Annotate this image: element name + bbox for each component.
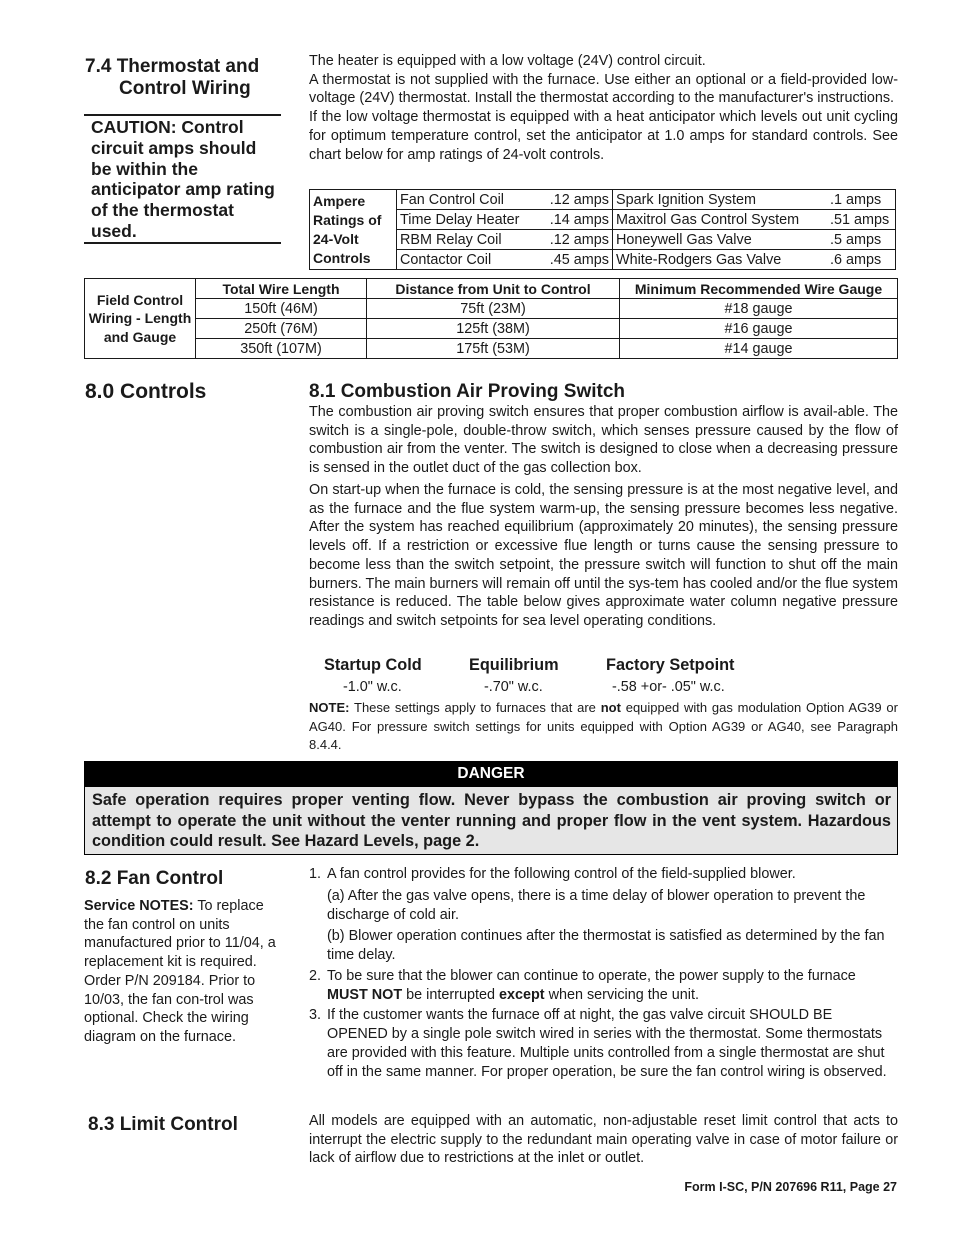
- section-8-2-heading: 8.2 Fan Control: [85, 868, 224, 889]
- table-cell: #14 gauge: [620, 339, 898, 359]
- table-row: [85, 299, 898, 319]
- danger-text: Safe operation requires proper venting flow. Never bypass the combustion air proving switch or attempt to operate the unit without the venter running and proper flow in the vent system. Hazardous condition could result. See Hazard Levels, page 2.: [84, 787, 898, 855]
- service-notes: Service NOTES: To replace the fan control on units manufactured prior to 11/04, a replacement kit is required. Order P/N 209184. Prior to 10/03, the fan con-trol was optional. Check the wiring diagram on the furnace.: [84, 898, 276, 1045]
- section-8-1-heading: 8.1 Combustion Air Proving Switch: [309, 381, 625, 402]
- list-item: To be sure that the blower can continue to operate, the power supply to the furnace MUST NOT be interrupted except when servicing the unit.: [327, 968, 856, 1003]
- table-cell: Fan Control Coil .12 amps: [397, 190, 613, 210]
- table-cell: #16 gauge: [620, 319, 898, 339]
- setpoint-value-equilibrium: -.70" w.c.: [484, 679, 543, 695]
- section-8-3-heading: 8.3 Limit Control: [88, 1114, 238, 1135]
- table-cell: #18 gauge: [620, 299, 898, 319]
- paragraph: On start-up when the furnace is cold, the sensing pressure is at the most negative level, and as the furnace and the flue system warm-up, the sensing pressure becomes less negative. After the system has reached equilibrium (approximately 20 minutes), the sensing pressure levels off. If a restriction or excessive flue length or turns cause the sensing pressure to become less than the switch setpoint, the pressure switch will function to shut off the main burners. The main burners will remain off until the sys-tem has cooled and/or the flue system resistance is reduced. The table below gives approximate water column negative pressure readings and switch setpoints for sea level operating conditions.: [309, 482, 898, 629]
- caution-text: CAUTION: Control circuit amps should be within the anticipator amp rating of the thermostat used.: [91, 117, 275, 241]
- column-header: Distance from Unit to Control: [367, 279, 620, 299]
- table-row: [85, 319, 898, 339]
- list-subitem: (a) After the gas valve opens, there is a time delay of blower operation to prevent the discharge of cold air.: [327, 888, 866, 923]
- amp-ratings-table: [309, 189, 896, 270]
- table-cell: 250ft (76M): [196, 319, 367, 339]
- table-row: [85, 279, 898, 299]
- table-cell: 150ft (46M): [196, 299, 367, 319]
- table-cell: Contactor Coil .45 amps: [397, 250, 613, 270]
- list-number: 2.: [309, 968, 322, 984]
- list-item: A fan control provides for the following control of the field-supplied blower.: [327, 866, 796, 882]
- paragraph: The heater is equipped with a low voltage (24V) control circuit.: [309, 53, 706, 69]
- section-7-4-heading: [85, 56, 259, 100]
- list-number: 3.: [309, 1007, 322, 1023]
- setpoint-header-factory: Factory Setpoint: [606, 656, 735, 674]
- caution-top-rule: [84, 114, 281, 116]
- setpoint-value-factory: -.58 +or- .05" w.c.: [612, 679, 725, 695]
- column-header: Minimum Recommended Wire Gauge: [620, 279, 898, 299]
- table-row: [310, 230, 896, 250]
- paragraph: A thermostat is not supplied with the furnace. Use either an optional or a field-provided low-voltage (24V) thermostat. Install the thermostat according to the manufacturer's instructions.: [309, 71, 898, 107]
- page-footer: Form I-SC, P/N 207696 R11, Page 27: [684, 1180, 897, 1194]
- amp-table-header: Ampere Ratings of 24-Volt Controls: [310, 190, 397, 270]
- wire-gauge-table: [84, 278, 898, 359]
- danger-title: DANGER: [84, 761, 898, 787]
- danger-box: [84, 761, 898, 855]
- caution-bottom-rule: [84, 242, 281, 244]
- paragraph: If the low voltage thermostat is equipped with a heat anticipator which levels out unit cycling for optimum temperature control, set the anticipator at 1.0 amps for standard controls. See chart below for amp ratings of 24-volt controls.: [309, 109, 898, 163]
- table-cell: White-Rodgers Gas Valve .6 amps: [613, 250, 896, 270]
- table-cell: 350ft (107M): [196, 339, 367, 359]
- setpoint-value-startup: -1.0" w.c.: [343, 679, 402, 695]
- table-row: [310, 210, 896, 230]
- table-cell: Spark Ignition System .1 amps: [613, 190, 896, 210]
- setpoint-header-startup: Startup Cold: [324, 656, 422, 674]
- list-number: 1.: [309, 866, 322, 882]
- table-row: [310, 190, 896, 210]
- list-subitem: (b) Blower operation continues after the thermostat is satisfied as determined by the fan time delay.: [327, 928, 885, 963]
- table-cell: 125ft (38M): [367, 319, 620, 339]
- table-cell: RBM Relay Coil .12 amps: [397, 230, 613, 250]
- column-header: Total Wire Length: [196, 279, 367, 299]
- section-7-4-body: [309, 52, 898, 164]
- setpoint-header-equilibrium: Equilibrium: [469, 656, 559, 674]
- table-cell: Honeywell Gas Valve .5 amps: [613, 230, 896, 250]
- table-cell: 75ft (23M): [367, 299, 620, 319]
- list-item: If the customer wants the furnace off at night, the gas valve circuit SHOULD BE OPENED by a single pole switch wired in series with the thermostat. Some thermostats are provided with this feature. Multiple units controlled from a single thermostat are shut off in the same manner. For proper operation, be sure the fan control wiring is observed.: [327, 1007, 887, 1080]
- table-cell: Time Delay Heater .14 amps: [397, 210, 613, 230]
- heading-line-1: 7.4 Thermostat and: [85, 56, 260, 77]
- table-row: [310, 250, 896, 270]
- table-cell: 175ft (53M): [367, 339, 620, 359]
- settings-note: NOTE: These settings apply to furnaces that are not equipped with gas modulation Option AG39 or AG40. For pressure switch settings for units equipped with Option AG39 or AG40, see Paragraph 8.4.4.: [309, 700, 898, 752]
- heading-line-2: Control Wiring: [119, 78, 251, 99]
- table-row: [85, 339, 898, 359]
- table-cell: Maxitrol Gas Control System .51 amps: [613, 210, 896, 230]
- wire-table-header: Field Control Wiring - Length and Gauge: [85, 279, 196, 359]
- paragraph: All models are equipped with an automatic, non-adjustable reset limit control that acts to interrupt the electric supply to the redundant main operating valve in case of motor failure or lack of airflow due to restrictions at the inlet or outlet.: [309, 1113, 898, 1167]
- section-8-0-heading: 8.0 Controls: [85, 380, 207, 403]
- paragraph: The combustion air proving switch ensures that proper combustion airflow is avail-able. The switch is a single-pole, double-throw switch, which senses pressure caused by the flow of combustion air from the venter. The switch is designed to close when a decreasing pressure is sensed in the outlet duct of the gas collection box.: [309, 404, 898, 477]
